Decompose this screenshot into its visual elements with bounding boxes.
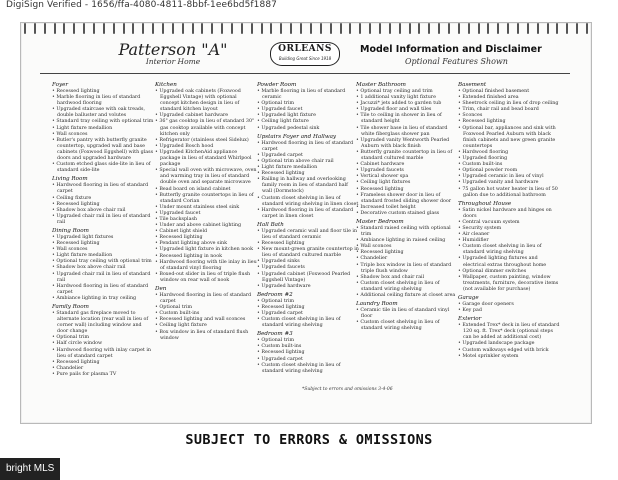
section-heading: Kitchen [155, 82, 177, 88]
feature-section [155, 286, 257, 342]
feature-item: • Recessed lighting [155, 235, 257, 241]
feature-item: • Upgraded sinks [257, 259, 359, 265]
feature-item: • Optional tray ceiling with optional trim [52, 259, 154, 265]
binding-coil [478, 23, 480, 34]
feature-item: • Light fixture medallion [257, 165, 359, 171]
feature-item: • Shadow box above chair rail [52, 208, 154, 214]
feature-item: • Shadow box and chair rail [356, 275, 458, 281]
feature-item: • Upgraded light fixtures [52, 235, 154, 241]
feature-item: • Sconces [458, 113, 560, 119]
feature-item: • Custom built-ins [458, 162, 560, 168]
feature-section [356, 219, 458, 299]
feature-item: • Pendant lighting above sink [155, 241, 257, 247]
feature-item: • Railing in hallway and overlooking family room in lieu of standard half wall (Dormstock) [257, 177, 359, 195]
feature-item: • Trim, chair rail and bead board [458, 107, 560, 113]
binding-coil [487, 23, 489, 34]
binding-coil [280, 23, 282, 34]
feature-item: • Hardwood flooring in lieu of standard carpet [52, 284, 154, 296]
binding-coil [379, 23, 381, 34]
feature-item: • Upgraded light fixture [257, 113, 359, 119]
binding-coil [241, 23, 243, 34]
feature-section [257, 292, 359, 329]
binding-coil [290, 23, 292, 34]
binding-coil [497, 23, 499, 34]
feature-item: • Optional trim [257, 338, 359, 344]
binding-coil [310, 23, 312, 34]
feature-item: • Air cleaner [458, 232, 560, 238]
feature-item: • Recessed lighting [458, 119, 560, 125]
feature-item: • Optional tray ceiling and trim [356, 89, 458, 95]
feature-column [458, 82, 560, 361]
spiral-binding [22, 23, 590, 37]
feature-item: • Upgraded vanity and hardware [458, 180, 560, 186]
section-heading: Family Room [52, 304, 89, 310]
binding-coil [507, 23, 509, 34]
binding-coil [547, 23, 549, 34]
disclaimer-banner: SUBJECT TO ERRORS & OMISSIONS [185, 432, 433, 448]
feature-item: • Boxed-out slider in lieu of triple flush window on rear wall of nook [155, 272, 257, 284]
feature-item: • Custom closet shelving in lieu of standard wiring shelving [257, 363, 359, 375]
feature-section [257, 222, 359, 290]
binding-coil [93, 23, 95, 34]
feature-item: • Butterfly granite countertops in lieu of standard Corian [155, 193, 257, 205]
feature-item: • Optional dimmer switches [458, 269, 560, 275]
feature-item: • Recessed lighting [356, 187, 458, 193]
feature-item: • Upgraded lighting fixtures and electrical extras throughout home [458, 256, 560, 268]
feature-item: • Recessed lighting [257, 350, 359, 356]
feature-item: • Custom walkways edged with brick [458, 348, 560, 354]
feature-item: • Upgraded landscape package [458, 341, 560, 347]
feature-item: • Special wall oven with microwave, oven and warming tray in lieu of standard double oven and separate microwave [155, 168, 257, 186]
feature-item: • Upgraded carpet [257, 357, 359, 363]
feature-item: • Pure pails for plasma TV [52, 372, 154, 378]
feature-item: • Cabinet light shield [155, 229, 257, 235]
feature-item: • Upgraded faucet [155, 211, 257, 217]
binding-coil [162, 23, 164, 34]
binding-coil [438, 23, 440, 34]
feature-item: • Custom closet shelving in lieu of standard wiring shelving [458, 244, 560, 256]
binding-coil [418, 23, 420, 34]
plan-subtitle: Interior Home [145, 57, 201, 66]
feature-section [458, 295, 560, 314]
feature-item: • Custom built-ins [257, 344, 359, 350]
feature-item: • Wall sconces [52, 132, 154, 138]
feature-item: • Shadow box above chair rail [52, 265, 154, 271]
binding-coil [123, 23, 125, 34]
binding-coil [83, 23, 85, 34]
feature-column [257, 82, 359, 376]
feature-item: • Butterfly granite countertop in lieu of standard cultured marble [356, 150, 458, 162]
feature-item: • Wallpaper, custom painting, window treatments, furniture, decorative items (not available for purchase) [458, 275, 560, 293]
binding-coil [54, 23, 56, 34]
binding-coil [330, 23, 332, 34]
feature-item: • Box window in lieu of standard flush window [155, 330, 257, 342]
feature-item: • Upgraded carpet [257, 153, 359, 159]
feature-item: • Recessed lighting [356, 250, 458, 256]
feature-item: • Vertical shower spa [356, 174, 458, 180]
feature-section [52, 228, 154, 302]
binding-coil [300, 23, 302, 34]
feature-item: • Ceiling light fixture [155, 323, 257, 329]
feature-section [257, 331, 359, 375]
feature-item: • Upgraded KitchenAid appliance package in lieu of standard Whirlpool package [155, 150, 257, 168]
feature-item: • Optional trim above chair rail [257, 159, 359, 165]
feature-item: • Humidifier [458, 238, 560, 244]
feature-item: • Optional trim [52, 335, 154, 341]
feature-item: • Hardwood flooring in lieu of standard carpet [155, 293, 257, 305]
binding-coil [340, 23, 342, 34]
binding-coil [34, 23, 36, 34]
feature-item: • Central vacuum system [458, 220, 560, 226]
binding-coil [320, 23, 322, 34]
binding-coil [261, 23, 263, 34]
binding-coil [517, 23, 519, 34]
feature-item: • Upgraded cabinet (Foxwood Pearled Eggshell Vintage) [257, 272, 359, 284]
feature-item: • Half circle window [52, 341, 154, 347]
feature-item: • Upgraded oak cabinets (Foxwood Eggshell Vintage) with optional concept kitchen design in lieu of standard kitchen layout [155, 89, 257, 113]
feature-item: • Upgraded staircase with oak treads, double balluster and volutes [52, 107, 154, 119]
binding-coil [389, 23, 391, 34]
feature-item: • Light fixture medallion [52, 253, 154, 259]
feature-item: • Recessed lighting [52, 241, 154, 247]
feature-item: • Recessed lighting [52, 360, 154, 366]
feature-item: • Upgraded faucets [257, 265, 359, 271]
feature-item: • Upgraded hardware [257, 284, 359, 290]
feature-section [458, 201, 560, 293]
feature-item: • Upgraded vanity Wentworth Pearled Auburn with black finish [356, 138, 458, 150]
binding-coil [63, 23, 65, 34]
feature-item: • Custom closet shelving in lieu of standard wiring shelving [356, 281, 458, 293]
feature-item: • Increased toilet height [356, 205, 458, 211]
section-heading: Master Bathroom [356, 82, 406, 88]
feature-item: • Motel sprinkler system [458, 354, 560, 360]
section-heading: Garage [458, 295, 479, 301]
feature-section [257, 134, 359, 220]
feature-item: • Custom closet shelving in lieu of standard wiring shelving [257, 317, 359, 329]
feature-section [356, 301, 458, 332]
binding-coil [221, 23, 223, 34]
section-heading: Living Room [52, 176, 88, 183]
feature-item: • Frameless shower door in lieu of standard frosted sliding shower door [356, 193, 458, 205]
feature-item: • Hardwood flooring in lieu of standard carpet in linen closet [257, 208, 359, 220]
feature-item: • Upgraded faucets [356, 168, 458, 174]
feature-item: • Ambiance lighting in raised ceiling [356, 238, 458, 244]
binding-coil [270, 23, 272, 34]
feature-item: • Extended finished area [458, 95, 560, 101]
feature-section [356, 82, 458, 217]
binding-coil [142, 23, 144, 34]
binding-coil [192, 23, 194, 34]
feature-item: • Upgraded cabinet hardware [155, 113, 257, 119]
feature-column [155, 82, 257, 343]
binding-coil [537, 23, 539, 34]
feature-item: • 1 additional vanity light fixture [356, 95, 458, 101]
feature-item: • Optional trim [257, 299, 359, 305]
feature-item: • Under and above cabinet lighting [155, 223, 257, 229]
footnote: *Subject to errors and omissions 3-4-06 [302, 387, 393, 392]
feature-item: • Marble flooring in lieu of standard hardwood flooring [52, 95, 154, 107]
feature-item: • Key pad [458, 308, 560, 314]
feature-item: • Upgraded ceramic in lieu of vinyl [458, 174, 560, 180]
feature-item: • 36" gas cooktop in lieu of standard 30" gas cooktop available with concept kitchen only [155, 119, 257, 137]
feature-column [356, 82, 458, 333]
feature-item: • Recessed lighting and wall sconces [155, 317, 257, 323]
feature-item: • Recessed lighting [257, 305, 359, 311]
section-heading: Master Bedroom [356, 218, 404, 225]
feature-item: • Recessed lighting [257, 241, 359, 247]
feature-item: • Upgraded faucet [257, 107, 359, 113]
logo-text: ORLEANS [278, 44, 332, 54]
binding-coil [113, 23, 115, 34]
feature-item: • Standard raised ceiling with optional trim [356, 226, 458, 238]
feature-item: • Tile backsplash [155, 217, 257, 223]
binding-coil [409, 23, 411, 34]
docusign-verification-stamp: DigiSign Verified - 1656/ffa-4080-4811-8bbf-1ee6bd5f1887 [6, 0, 277, 10]
binding-coil [556, 23, 558, 34]
feature-item: • Upgraded chair rail in lieu of standard rail [52, 214, 154, 226]
feature-item: • Recessed lighting [52, 202, 154, 208]
section-heading: Throughout House [458, 200, 512, 207]
binding-coil [359, 23, 361, 34]
feature-item: • Triple box window in lieu of standard triple flush window [356, 263, 458, 275]
feature-item: • Optional trim [155, 305, 257, 311]
binding-coil [211, 23, 213, 34]
feature-item: • Security system [458, 226, 560, 232]
binding-coil [458, 23, 460, 34]
feature-item: • Cabinet hardware [356, 162, 458, 168]
feature-item: • Satin nickel hardware and hinges on doors [458, 208, 560, 220]
feature-section [458, 82, 560, 199]
section-heading: Foyer [52, 82, 69, 88]
binding-coil [103, 23, 105, 34]
section-heading: Laundry Room [356, 301, 398, 308]
feature-item: • Additional ceiling fixture at closet area [356, 293, 458, 299]
feature-item: • Recessed lighting in nook [155, 254, 257, 260]
binding-coil [448, 23, 450, 34]
feature-item: • Under mount stainless steel sink [155, 205, 257, 211]
binding-coil [576, 23, 578, 34]
section-heading: Bedroom #2 [257, 291, 293, 298]
binding-coil [73, 23, 75, 34]
mls-watermark: bright MLS [0, 458, 60, 480]
feature-item: • Chandelier [356, 256, 458, 262]
feature-item: • Light fixture medallion [52, 126, 154, 132]
info-subtitle: Optional Features Shown [405, 57, 508, 66]
feature-item: • Ceramic tile in lieu of standard vinyl floor [356, 308, 458, 320]
section-heading: Dining Room [52, 227, 89, 234]
feature-item: • Hardwood flooring with inlay carpet in lieu of standard carpet [52, 348, 154, 360]
binding-coil [527, 23, 529, 34]
feature-item: • Hardwood flooring [458, 150, 560, 156]
feature-item: • Bead board on island cabinet [155, 187, 257, 193]
section-heading: Hall Bath [257, 221, 284, 228]
feature-item: • Butler's pantry with butterfly granite countertop, upgraded wall and base cabinets (Foxwood Eggshell) with glass doors and upgraded hardware [52, 138, 154, 162]
feature-section [257, 82, 359, 132]
section-heading: Den [155, 286, 167, 292]
feature-item: • Optional powder room [458, 168, 560, 174]
feature-item: • Upgraded Bosch hood [155, 144, 257, 150]
feature-section [458, 316, 560, 360]
binding-coil [152, 23, 154, 34]
feature-item: • Upgraded carpet [257, 311, 359, 317]
feature-section [52, 304, 154, 378]
feature-item: • Chandelier [52, 366, 154, 372]
feature-item: • 75 gallon hot water heater in lieu of 50 gallon due to additional bathroom [458, 187, 560, 199]
feature-item: • Optional finished basement [458, 89, 560, 95]
feature-item: • Sheetrock ceiling in lieu of drop ceiling [458, 101, 560, 107]
section-heading: Powder Room [257, 82, 297, 88]
feature-item: • New mount-green granite countertop in lieu of standard cultured marble [257, 247, 359, 259]
feature-item: • Jacuzzi* jets added to garden tub [356, 101, 458, 107]
feature-column [52, 82, 154, 379]
feature-item: • Upgraded floor and wall tiles [356, 107, 458, 113]
builder-logo [270, 42, 340, 66]
binding-coil [566, 23, 568, 34]
feature-item: • Wall sconces [52, 247, 154, 253]
feature-item: • Upgraded ceramic wall and floor tile in lieu of standard ceramic [257, 229, 359, 241]
feature-item: • Standard gas fireplace moved to alternate location (rear wall in lieu of corner wall) including window and door change [52, 311, 154, 335]
feature-item: • Ambiance lighting in tray ceiling [52, 296, 154, 302]
section-heading: Exterior [458, 316, 482, 323]
feature-section [155, 82, 257, 284]
feature-item: • Upgraded pedestal sink [257, 126, 359, 132]
feature-item: • Upgraded flooring [458, 156, 560, 162]
feature-item: • Upgraded chair rail in lieu of standard rail [52, 272, 154, 284]
feature-item: • Ceiling fixture [52, 196, 154, 202]
binding-coil [172, 23, 174, 34]
binding-coil [428, 23, 430, 34]
feature-item: • Ceiling light fixtures [356, 180, 458, 186]
feature-item: • Custom built-ins [155, 311, 257, 317]
binding-coil [399, 23, 401, 34]
feature-item: • Extended Trex* deck in lieu of standard 120 sq. ft. Trex* deck (optional steps can be added at additional cost) [458, 323, 560, 341]
feature-item: • Optional trim [257, 101, 359, 107]
binding-coil [349, 23, 351, 34]
header-divider [40, 73, 570, 74]
feature-section [52, 176, 154, 226]
feature-item: • Marble flooring in lieu of standard ceramic [257, 89, 359, 101]
feature-item: • Ceiling light fixture [257, 119, 359, 125]
feature-item: • Wall sconces [356, 244, 458, 250]
binding-coil [24, 23, 26, 34]
binding-coil [132, 23, 134, 34]
binding-coil [468, 23, 470, 34]
feature-section [52, 82, 154, 174]
binding-coil [369, 23, 371, 34]
binding-coil [231, 23, 233, 34]
feature-item: • Recessed lighting [52, 89, 154, 95]
feature-item: • Custom closet shelving in lieu of standard wiring shelving [356, 320, 458, 332]
feature-item: • Hardwood flooring with tile inlay in lieu of standard vinyl flooring [155, 260, 257, 272]
section-heading: Bedroom #3 [257, 331, 293, 338]
binding-coil [201, 23, 203, 34]
feature-item: • Garage door openers [458, 302, 560, 308]
feature-item: • Optional bar, appliances and sink with Foxwood Pearled Auburn with black finish cabinets and new green granite countertops [458, 126, 560, 150]
info-title: Model Information and Disclaimer [360, 44, 542, 55]
logo-tagline: Building Great Since 1918 [278, 56, 332, 61]
feature-item: • Decorative custom stained glass [356, 211, 458, 217]
feature-item: • Custom etched glass side-lite in lieu of standard side-lite [52, 162, 154, 174]
feature-item: • Custom closet shelving in lieu of standard wiring shelving in linen closet [257, 196, 359, 208]
binding-coil [44, 23, 46, 34]
binding-coil [251, 23, 253, 34]
feature-item: • Hardwood flooring in lieu of standard carpet [52, 183, 154, 195]
feature-item: • Hardwood flooring in lieu of standard carpet [257, 141, 359, 153]
binding-coil [586, 23, 588, 34]
binding-coil [182, 23, 184, 34]
feature-item: • Upgraded light fixture in kitchen nook [155, 247, 257, 253]
section-heading: Upstairs Foyer and Hallway [257, 133, 337, 140]
feature-item: • Tile to ceiling in shower in lieu of standard height [356, 113, 458, 125]
feature-item: • Standard tray ceiling with optional trim [52, 119, 154, 125]
section-heading: Basement [458, 82, 487, 88]
feature-item: • Tile shower base in lieu of standard white fiberglass shower pan [356, 126, 458, 138]
feature-item: • Recessed lighting [257, 171, 359, 177]
plan-title: Patterson "A" [118, 40, 228, 59]
feature-item: • Refrigerator (stainless steel Sidelux) [155, 138, 257, 144]
